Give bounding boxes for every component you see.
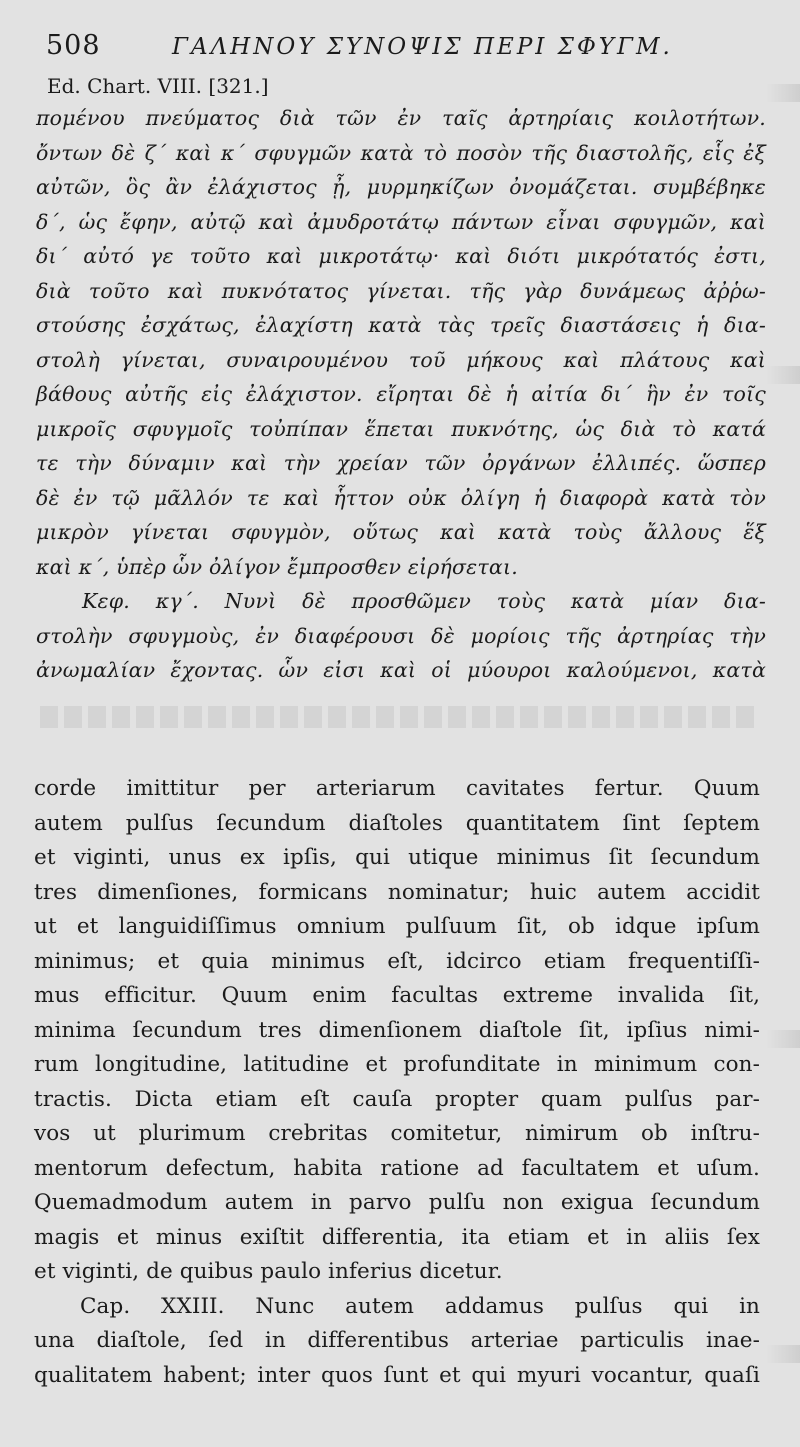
latin-line: tres dimenſiones, formicans nominatur; huic autem accidit [34,879,760,905]
latin-line: corde imittitur per arteriarum cavitates fertur. Quum [34,776,760,801]
running-title: ΓΑΛΗΝΟΥ ΣΥΝΟΨΙΣ ΠΕΡΙ ΣΦΥΓΜ. [172,34,673,60]
edition-reference: Ed. Chart. VIII. [321.] [47,74,269,98]
greek-line: πομένου πνεύματος διὰ τῶν ἐν ταῖς ἀρτηρίαις κοιλοτήτων. [36,106,766,130]
latin-line: magis et minus exiſtit differentia, ita etiam et in aliis ſex [34,1224,760,1250]
latin-line: mus efficitur. Quum enim facultas extreme invalida ſit, [34,983,760,1008]
greek-line: ὄντων δὲ ζ΄ καὶ κ΄ σφυγμῶν κατὰ τὸ ποσὸν τῆς διαστολῆς, εἷς ἐξ [36,140,766,165]
greek-line: μικροῖς σφυγμοῖς τοὐπίπαν ἕπεται πυκνότης, ὡς διὰ τὸ κατά [36,416,766,441]
latin-line: tractis. Dicta etiam eſt cauſa propter quam pulſus par- [34,1086,760,1112]
greek-line: βάθους αὐτῆς εἰς ἐλάχιστον. εἴρηται δὲ ἡ αἰτία δι΄ ἣν ἐν τοῖς [36,382,766,406]
latin-line: mentorum defectum, habita ratione ad facultatem et uſum. [34,1155,760,1181]
latin-line: autem pulſus ſecundum diaſtoles quantitatem ſint ſeptem [34,810,760,836]
greek-line: μικρὸν γίνεται σφυγμὸν, οὕτως καὶ κατὰ τοὺς ἄλλους ἕξ [36,520,766,544]
latin-line: vos ut plurimum crebritas comitetur, nimirum ob inſtru- [34,1121,760,1146]
latin-line: rum longitudine, latitudine et profunditate in minimum con- [34,1052,760,1077]
greek-line: στολὴν σφυγμοὺς, ἐν διαφέρουσι δὲ μορίοις τῆς ἀρτηρίας τὴν [36,623,766,648]
greek-line: στολὴ γίνεται, συναιρουμένου τοῦ μήκους καὶ πλάτους καὶ [36,347,766,372]
greek-line: στούσης ἐσχάτως, ἐλαχίστη κατὰ τὰς τρεῖς διαστάσεις ἡ δια- [36,313,766,337]
latin-text-block [34,772,760,1393]
latin-line: et viginti, de quibus paulo inferius dicetur. [34,1259,503,1284]
latin-line: minimus; et quia minimus eſt, idcirco etiam frequentiſſi- [34,948,760,974]
show-through-mark [766,1030,800,1048]
greek-line: διὰ τοῦτο καὶ πυκνότατος γίνεται. τῆς γὰρ δυνάμεως ἀῤῥω- [36,278,766,303]
latin-line: una diaſtole, ſed in differentibus arteriae particulis inae- [34,1328,760,1353]
show-through-mark [766,84,800,102]
latin-line: ut et languidiſſimus omnium pulſuum ſit, ob idque ipſum [34,914,760,939]
show-through-mark [766,1345,800,1363]
greek-line: καὶ κ΄, ὑπὲρ ὧν ὀλίγον ἔμπροσθεν εἰρήσεται. [36,554,518,579]
greek-text-block [36,101,766,688]
show-through-mark [766,366,800,384]
greek-line: ἀνωμαλίαν ἔχοντας. ὧν εἰσι καὶ οἱ μύουροι καλούμενοι, κατὰ [36,658,766,682]
greek-chapter-heading-line: Κεφ. κγ΄. Νυνὶ δὲ προσθῶμεν τοὺς κατὰ μίαν δια- [82,589,766,613]
latin-line: minima ſecundum tres dimenſionem diaſtole ſit, ipſius nimi- [34,1017,760,1043]
latin-line: qualitatem habent; inter quos ſunt et qui myuri vocantur, quaſi [34,1362,760,1388]
greek-line: αὐτῶν, ὃς ἂν ἐλάχιστος ᾖ, μυρμηκίζων ὀνομάζεται. συμβέβηκε [36,175,766,199]
greek-line: δ΄, ὡς ἔφην, αὐτῷ καὶ ἀμυδροτάτῳ πάντων εἶναι σφυγμῶν, καὶ [36,209,766,234]
page-header [46,28,766,64]
greek-line: δὲ ἐν τῷ μᾶλλόν τε καὶ ἧττον οὐκ ὀλίγη ἡ διαφορὰ κατὰ τὸν [36,485,766,510]
latin-chapter-heading-line: Cap. XXIII. Nunc autem addamus pulſus qui in [80,1293,760,1319]
latin-line: Quemadmodum autem in parvo pulſu non exigua ſecundum [34,1190,760,1215]
page-number: 508 [46,30,101,61]
greek-line: τε τὴν δύναμιν καὶ τὴν χρείαν τῶν ὀργάνων ἐλλιπές. ὥσπερ [36,451,766,475]
greek-line: δι΄ αὐτό γε τοῦτο καὶ μικροτάτῳ· καὶ διότι μικρότατός ἐστι, [36,244,766,268]
show-through-text [40,706,760,728]
latin-line: et viginti, unus ex ipſis, qui utique minimus ſit ſecundum [34,845,760,870]
